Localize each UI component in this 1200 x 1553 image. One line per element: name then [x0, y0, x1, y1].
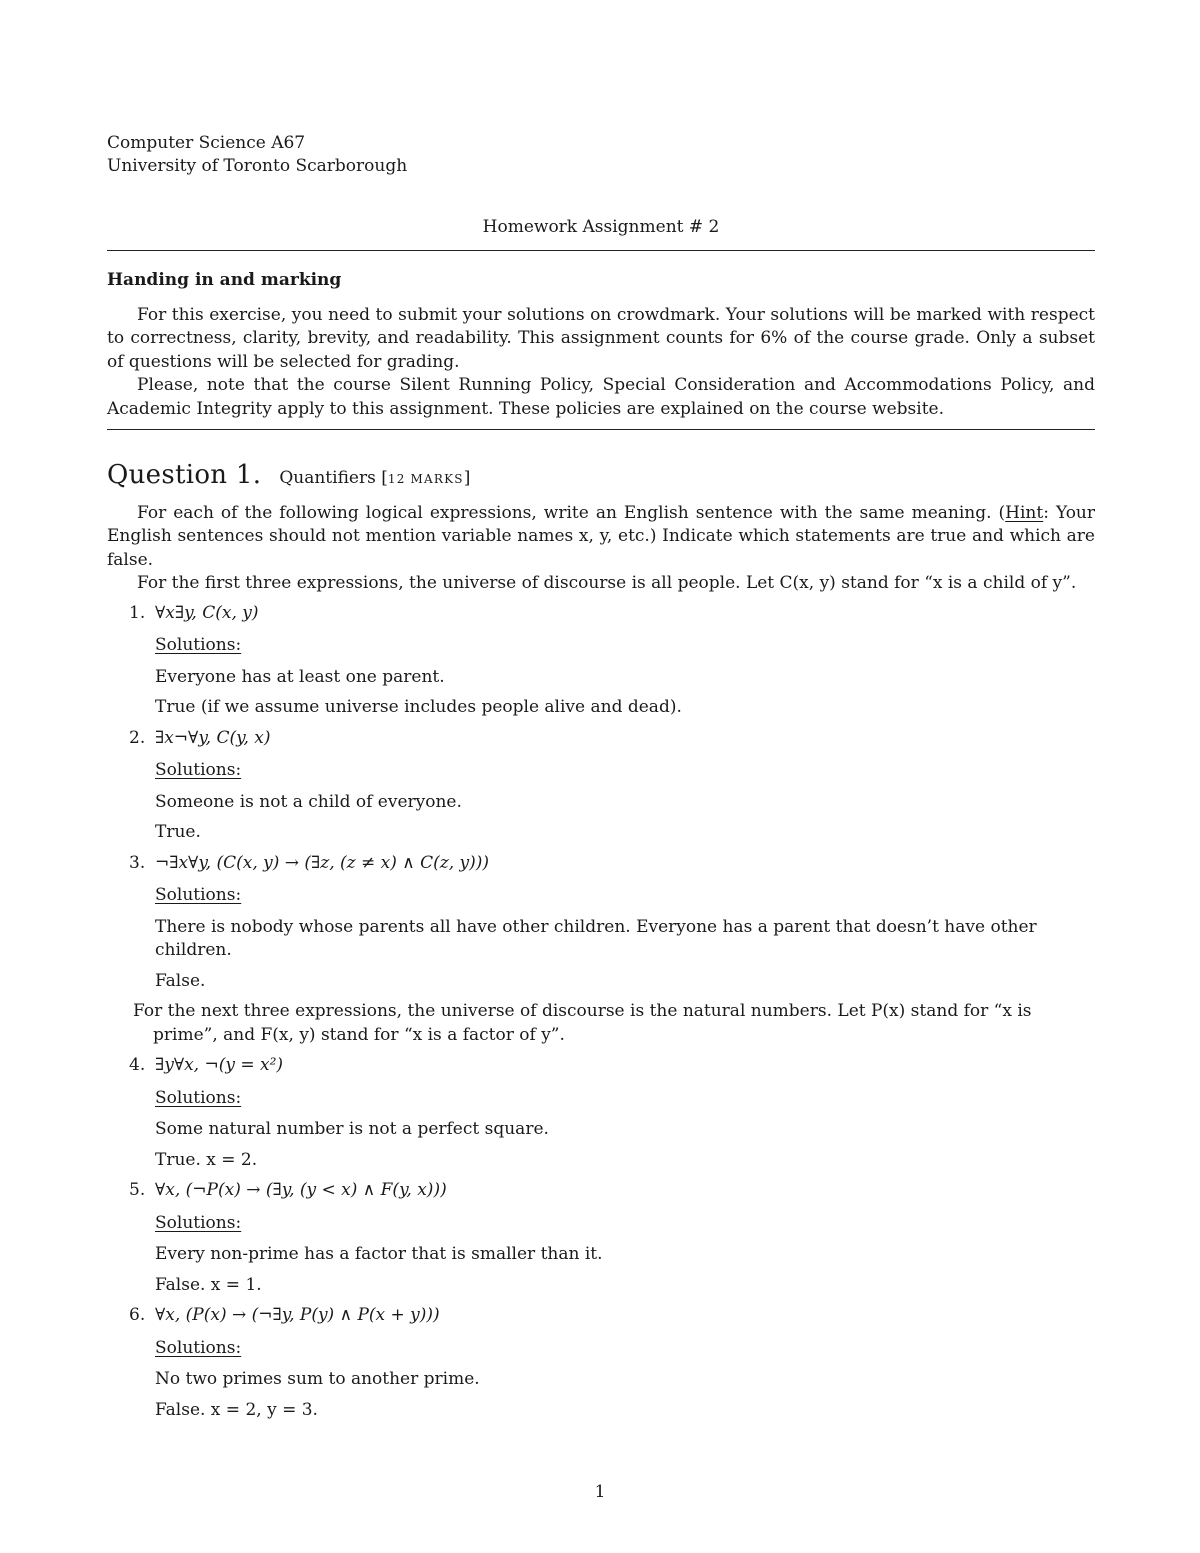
handing-paragraph-2: Please, note that the course Silent Running Policy, Special Consideration and Accommodations Policy, and Academic Integrity apply to this assignment. These policies are explained on the course website.	[107, 375, 1095, 419]
top-rule	[107, 250, 1095, 251]
university-name: University of Toronto Scarborough	[107, 156, 408, 176]
list-item	[107, 1179, 1095, 1297]
document-page	[107, 132, 1095, 1422]
solution-meaning: Every non-prime has a factor that is smaller than it.	[155, 1244, 603, 1264]
hint-label: Hint	[1005, 502, 1044, 523]
list-item	[107, 602, 1095, 720]
handing-paragraph-1: For this exercise, you need to submit your solutions on crowdmark. Your solutions will be marked with respect to correctness, clarity, brevity, and readability. This assignment counts for 6% of the course grade. Only a subset of questions will be selected for grading.	[107, 304, 1095, 372]
solution-meaning: Some natural number is not a perfect square.	[155, 1119, 549, 1139]
list-item	[107, 1304, 1095, 1422]
item-number: 4.	[129, 1055, 146, 1075]
question-intro	[107, 502, 1095, 573]
solution-meaning: There is nobody whose parents all have other children. Everyone has a parent that doesn’t have other children.	[155, 916, 1037, 960]
solution-meaning: Everyone has at least one parent.	[155, 666, 445, 687]
logical-expression: ∀x, (¬P(x) → (∃y, (y < x) ∧ F(y, x)))	[155, 1180, 447, 1200]
expression-list-b	[107, 1054, 1095, 1422]
assignment-title: Homework Assignment # 2	[482, 217, 720, 237]
logical-expression: ∀x, (P(x) → (¬∃y, P(y) ∧ P(x + y)))	[155, 1305, 440, 1325]
solutions-label: Solutions:	[155, 760, 242, 780]
solution-truth: False. x = 1.	[155, 1274, 262, 1295]
question-universe-people: For the first three expressions, the universe of discourse is all people. Let C(x, y) stand for “x is a child of y”.	[137, 573, 1077, 593]
handing-heading: Handing in and marking	[107, 270, 342, 290]
item-number: 3.	[129, 852, 146, 873]
item-number: 5.	[129, 1180, 146, 1200]
course-name: Computer Science A67	[107, 133, 306, 153]
question-label: Question 1.	[107, 460, 262, 490]
solution-truth: True.	[155, 822, 201, 842]
expression-list-a	[107, 602, 1095, 994]
solutions-label: Solutions:	[155, 885, 242, 905]
solution-truth: True (if we assume universe includes people alive and dead).	[155, 697, 682, 717]
item-number: 6.	[129, 1305, 146, 1325]
list-item	[107, 727, 1095, 845]
list-item	[107, 1054, 1095, 1172]
question-marks-close: ]	[463, 468, 471, 488]
solutions-label: Solutions:	[155, 635, 242, 655]
logical-expression: ∀x∃y, C(x, y)	[155, 602, 259, 623]
solution-meaning: Someone is not a child of everyone.	[155, 791, 462, 812]
logical-expression: ∃x¬∀y, C(y, x)	[155, 727, 271, 748]
intro-text-start: For each of the following logical expressions, write an English sentence with the same meaning. (	[137, 502, 1006, 523]
item-number: 1.	[129, 602, 146, 623]
solution-truth: True. x = 2.	[155, 1149, 258, 1170]
solutions-label: Solutions:	[155, 1337, 242, 1358]
question-topic: Quantifiers [	[279, 468, 388, 488]
solution-meaning: No two primes sum to another prime.	[155, 1369, 480, 1389]
item-number: 2.	[129, 727, 146, 748]
page-number: 1	[594, 1482, 606, 1502]
logical-expression: ∃y∀x, ¬(y = x²)	[155, 1055, 284, 1075]
solutions-label: Solutions:	[155, 1087, 242, 1108]
question-marks: 12 MARKS	[387, 472, 464, 486]
solution-truth: False. x = 2, y = 3.	[155, 1399, 318, 1420]
question-universe-naturals: For the next three expressions, the universe of discourse is the natural numbers. Let P(x) stand for “x is prime”, and F(x, y) stand for “x is a factor of y”.	[133, 1001, 1032, 1045]
solutions-label: Solutions:	[155, 1212, 242, 1233]
intro-text-end: : Your English sentences should not mention variable names x, y, etc.) Indicate which statements are true and which are false.	[107, 502, 1095, 570]
bottom-rule	[107, 429, 1095, 430]
question-heading	[107, 460, 1095, 492]
list-item	[107, 852, 1095, 994]
logical-expression: ¬∃x∀y, (C(x, y) → (∃z, (z ≠ x) ∧ C(z, y)))	[155, 852, 490, 873]
solution-truth: False.	[155, 970, 206, 991]
